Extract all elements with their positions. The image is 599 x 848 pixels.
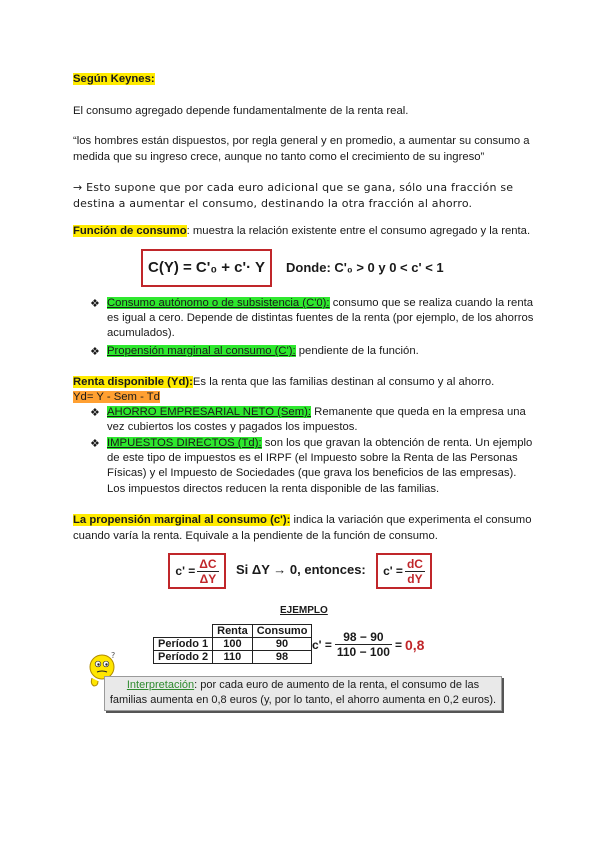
paragraph-intro: El consumo agregado depende fundamentalmente de la renta real. [73, 105, 409, 117]
interpretacion-box [104, 676, 502, 711]
propension-text: indica la variación que experimenta el consumo [290, 514, 532, 526]
consumption-formula: C(Y) = C'₀ + c'· Y [148, 259, 265, 276]
formula-condition: Donde: C'₀ > 0 y 0 < c' < 1 [286, 260, 444, 275]
funcion-consumo-term: Función de consumo [73, 225, 187, 237]
propension-line-2: cuando varía la renta. Equivale a la pendiente de la función de consumo. [73, 530, 438, 542]
formula-fraction [405, 557, 425, 586]
calc-equals: = [394, 637, 402, 652]
interpretacion-term: Interpretación [126, 679, 195, 691]
table-header: Renta [213, 625, 253, 638]
arrow-line-1: → Esto supone que por cada euro adicional que se gana, sólo una fracción se [73, 181, 514, 194]
funcion-consumo-desc: : muestra la relación existente entre el consumo agregado y la renta. [186, 225, 531, 237]
table-cell: 98 [252, 651, 312, 664]
calc-result: 0,8 [404, 636, 425, 653]
calc-lhs: c' = [312, 637, 332, 652]
renta-equation-line [73, 390, 533, 406]
table-cell: 100 [213, 638, 253, 651]
bullet-propension-marginal [107, 344, 537, 359]
renta-equation: Yd= Y - Sem - Td [73, 391, 160, 403]
section-heading [73, 72, 533, 88]
ejemplo-title: EJEMPLO [280, 605, 328, 616]
table-corner [154, 625, 213, 638]
ejemplo-table [153, 624, 312, 664]
quote-line-1: “los hombres están dispuestos, por regla general y en promedio, a aumentar su consumo a [73, 135, 530, 147]
funcion-consumo-line [73, 224, 543, 240]
bullet-ahorro-empresarial [107, 405, 537, 435]
table-row-label: Período 1 [154, 638, 213, 651]
table-row [154, 638, 312, 651]
bullet-text: son los que gravan la obtención de renta. Un ejemplo [261, 437, 533, 449]
marginal-formula-box [168, 553, 226, 589]
fraction-denominator: dY [407, 571, 423, 586]
diamond-bullet-icon: ❖ [90, 346, 100, 358]
arrow-line-2: destina a aumentar el consumo, destinando la otra fracción al ahorro. [73, 197, 473, 210]
quote-line-2: medida que su ingreso crece, aunque no tanto como el crecimiento de su ingreso” [73, 151, 485, 163]
table-header: Consumo [252, 625, 312, 638]
bullet-impuestos-directos [107, 436, 537, 497]
diamond-bullet-icon: ❖ [90, 298, 100, 310]
fraction-denominator: ΔY [199, 571, 217, 586]
bullet-consumo-autonomo [107, 296, 537, 342]
bullet-term: IMPUESTOS DIRECTOS (Td): [107, 437, 262, 449]
bullet-text: de este tipo de impuestos es el IRPF (el Impuesto sobre la Renta de las Personas [107, 452, 518, 465]
propension-term: La propensión marginal al consumo (c'): [73, 514, 291, 526]
interpretacion-text: : por cada euro de aumento de la renta, el consumo de las [194, 679, 480, 691]
heading-text: Según Keynes: [73, 73, 155, 85]
bullet-text: acumulados). [107, 327, 175, 340]
fraction-denominator: 110 − 100 [336, 645, 390, 659]
limit-statement: Si ΔY → 0, entonces: [236, 562, 366, 577]
formula-fraction [197, 557, 218, 586]
formula-lhs: c' = [383, 564, 403, 578]
bullet-term: AHORRO EMPRESARIAL NETO (Sem): [107, 406, 312, 418]
bullet-text: Físicas) y el Impuesto de Sociedades (que grava los beneficios de las empresas). [107, 467, 517, 480]
bullet-text: vez cubiertos los costes y pagados los impuestos. [107, 421, 358, 434]
propension-line-1 [73, 513, 543, 529]
interpretacion-text: familias aumenta en 0,8 euros (y, por lo tanto, el ahorro aumenta en 0,2 euros). [109, 694, 497, 706]
bullet-text: consumo que se realiza cuando la renta [329, 297, 534, 309]
table-header-row [154, 625, 312, 638]
table-row [154, 651, 312, 664]
bullet-text: Los impuestos directos reducen la renta disponible de las familias. [107, 482, 440, 495]
table-row-label: Período 2 [154, 651, 213, 664]
fraction-numerator: ΔC [199, 556, 217, 571]
ejemplo-calculation [312, 630, 424, 659]
fraction-numerator: dC [406, 556, 423, 571]
derivative-formula-box [376, 553, 432, 589]
bullet-text: pendiente de la función. [295, 345, 419, 357]
formula-lhs: c' = [175, 564, 196, 578]
diamond-bullet-icon: ❖ [90, 407, 100, 419]
calc-fraction [335, 630, 392, 659]
svg-text:?: ? [111, 651, 116, 660]
bullet-term: Propensión marginal al consumo (C'): [107, 345, 296, 357]
table-cell: 110 [213, 651, 253, 664]
consumption-formula-box [141, 249, 272, 287]
table-cell: 90 [252, 638, 312, 651]
fraction-numerator: 98 − 90 [335, 630, 392, 645]
renta-disponible-desc: Es la renta que las familias destinan al consumo y al ahorro. [192, 376, 495, 388]
bullet-term: Consumo autónomo o de subsistencia (C'0): [107, 297, 330, 309]
bullet-text: es igual a cero. Depende de distintas fuentes de la renta (por ejemplo, de los ahorros [107, 312, 534, 325]
diamond-bullet-icon: ❖ [90, 438, 100, 450]
renta-disponible-line [73, 375, 543, 391]
bullet-text: Remanente que queda en la empresa una [311, 406, 526, 418]
renta-disponible-term: Renta disponible (Yd): [73, 376, 193, 388]
